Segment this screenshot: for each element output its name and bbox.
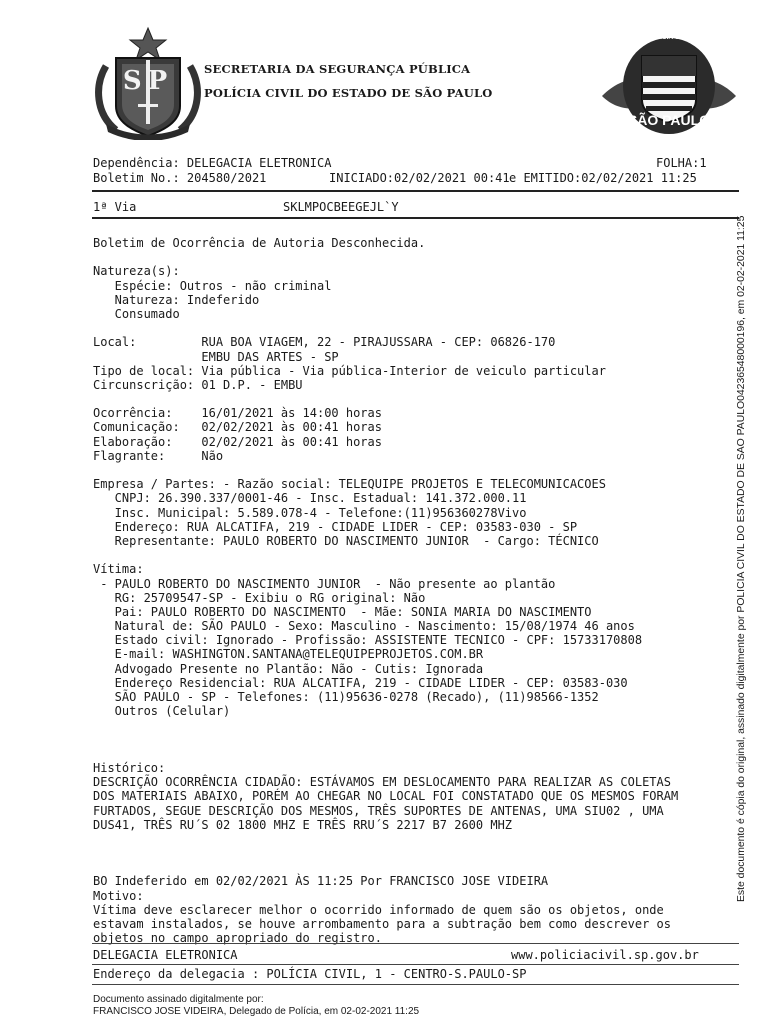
body-line: CNPJ: 26.390.337/0001-46 - Insc. Estadual: 141.372.000.11 [93, 491, 527, 506]
body-line: Estado civil: Ignorado - Profissão: ASSISTENTE TECNICO - CPF: 15733170808 [93, 633, 643, 648]
folha-number: FOLHA:1 [656, 156, 707, 170]
body-line: estavam instalados, se houve arrombamento para a subtração bem como descrever os [93, 917, 671, 931]
footer-bottom-divider [92, 984, 739, 985]
body-line [93, 321, 733, 335]
body-line: Comunicação: 02/02/2021 às 00:41 horas [93, 420, 382, 435]
report-body [93, 236, 733, 945]
signature-signer: FRANCISCO JOSE VIDEIRA, Delegado de Polícia, em 02-02-2021 11:25 [93, 1006, 420, 1017]
body-line: Advogado Presente no Plantão: Não - Cutis: Ignorada [93, 661, 484, 676]
body-line: Outros (Celular) [93, 704, 231, 719]
body-line: Endereço: RUA ALCATIFA, 219 - CIDADE LIDER - CEP: 03583-030 - SP [93, 519, 578, 534]
body-line: Circunscrição: 01 D.P. - EMBU [93, 377, 303, 392]
body-line: Boletim de Ocorrência de Autoria Desconhecida. [93, 236, 426, 250]
body-line: Representante: PAULO ROBERTO DO NASCIMENTO JUNIOR - Cargo: TÉCNICO [93, 533, 599, 548]
body-line: Espécie: Outros - não criminal [93, 278, 332, 293]
body-line: FURTADOS, SEGUE DESCRIÇÃO DOS MESMOS, TRÊS SUPORTES DE ANTENAS, UMA SIU02 , UMA [93, 803, 664, 818]
body-line: Insc. Municipal: 5.589.078-4 - Telefone:(11)956360278Vivo [93, 505, 527, 520]
emitido-timestamp: e EMITIDO:02/02/2021 11:25 [509, 171, 697, 185]
header-title-secretaria: SECRETARIA DA SEGURANÇA PÚBLICA [204, 62, 471, 76]
boletim-number: Boletim No.: 204580/2021 [93, 171, 267, 185]
dependencia-line: Dependência: DELEGACIA ELETRONICA [93, 156, 332, 170]
body-line: Consumado [93, 306, 180, 321]
document-code: SKLMPOCBEEGEJL`Y [283, 200, 399, 214]
sp-coat-of-arms [92, 26, 204, 140]
body-line: Pai: PAULO ROBERTO DO NASCIMENTO - Mãe: SONIA MARIA DO NASCIMENTO [93, 604, 592, 619]
body-line [93, 548, 733, 562]
footer-website-link[interactable]: www.policiacivil.sp.gov.br [511, 948, 699, 962]
body-line: Natural de: SÃO PAULO - Sexo: Masculino - Nascimento: 15/08/1974 46 anos [93, 619, 635, 634]
body-line: Tipo de local: Via pública - Via pública-Interior de veiculo particular [93, 363, 606, 378]
body-line [93, 718, 733, 732]
body-line: Ocorrência: 16/01/2021 às 14:00 horas [93, 406, 382, 421]
body-line: DOS MATERIAIS ABAIXO, PORÉM AO CHEGAR NO LOCAL FOI CONSTATADO QUE OS MESMOS FORAM [93, 789, 679, 804]
seal-letters: SP [122, 66, 174, 96]
signature-caption: Documento assinado digitalmente por: [93, 994, 264, 1005]
body-line: Local: RUA BOA VIAGEM, 22 - PIRAJUSSARA - CEP: 06826-170 [93, 335, 556, 350]
body-line [93, 250, 733, 264]
body-line: Flagrante: Não [93, 448, 224, 463]
footer-middle-divider [92, 964, 739, 965]
header-divider [92, 190, 739, 192]
body-line: DESCRIÇÃO OCORRÊNCIA CIDADÃO: ESTÁVAMOS EM DESLOCAMENTO PARA REALIZAR AS COLETAS [93, 775, 671, 790]
body-line: DUS41, TRÊS RU´S 02 1800 MHZ E TRÊS RRU´S 2217 B7 2600 MHZ [93, 817, 513, 832]
body-line: RG: 25709547-SP - Exibiu o RG original: Não [93, 590, 426, 605]
policia-civil-badge [596, 26, 742, 138]
body-line: BO Indeferido em 02/02/2021 ÀS 11:25 Por FRANCISCO JOSE VIDEIRA [93, 874, 549, 889]
body-line: Empresa / Partes: - Razão social: TELEQUIPE PROJETOS E TELECOMUNICACOES [93, 477, 606, 492]
meta-divider [92, 217, 739, 219]
body-line: Natureza: Indeferido [93, 292, 260, 307]
body-line: Histórico: [93, 760, 166, 775]
body-line [93, 846, 733, 860]
body-line: Motivo: [93, 888, 144, 903]
body-line: Vítima deve esclarecer melhor o ocorrido informado de quem são os objetos, onde [93, 902, 664, 917]
footer-delegacia: DELEGACIA ELETRONICA [93, 948, 238, 962]
body-line: objetos no campo apropriado do registro. [93, 931, 382, 946]
footer-top-divider [92, 943, 739, 944]
header-title-policia: POLÍCIA CIVIL DO ESTADO DE SÃO PAULO [204, 86, 493, 100]
via-label: 1ª Via [93, 200, 137, 214]
body-line: Vítima: [93, 562, 144, 577]
body-line [93, 392, 733, 406]
body-line: EMBU DAS ARTES - SP [93, 349, 339, 364]
body-line: Elaboração: 02/02/2021 às 00:41 horas [93, 434, 382, 449]
body-line: - PAULO ROBERTO DO NASCIMENTO JUNIOR - Não presente ao plantão [93, 576, 556, 591]
body-line [93, 733, 733, 747]
body-line [93, 463, 733, 477]
body-line [93, 860, 733, 874]
body-line: SÃO PAULO - SP - Telefones: (11)95636-0278 (Recado), (11)98566-1352 [93, 690, 599, 704]
footer-delegacia-address: Endereço da delegacia : POLÍCIA CIVIL, 1 - CENTRO-S.PAULO-SP [93, 967, 527, 981]
badge-bottom-text: SÃO PAULO [627, 112, 711, 128]
body-line: Endereço Residencial: RUA ALCATIFA, 219 - CIDADE LIDER - CEP: 03583-030 [93, 675, 628, 690]
iniciado-timestamp: INICIADO:02/02/2021 00:41 [329, 171, 510, 185]
digital-signature-side-note: Este documento é cópia do original, assinado digitalmente por POLICIA CIVIL DO ESTADO DE SAO PAULO04236548000196, em 02-02-2021 11:25 [736, 215, 747, 902]
badge-top-text: POLÍCIA CIVIL [646, 34, 692, 41]
body-line: Natureza(s): [93, 264, 180, 279]
body-line: E-mail: WASHINGTON.SANTANA@TELEQUIPEPROJETOS.COM.BR [93, 647, 484, 662]
body-line [93, 747, 733, 761]
body-line [93, 832, 733, 846]
